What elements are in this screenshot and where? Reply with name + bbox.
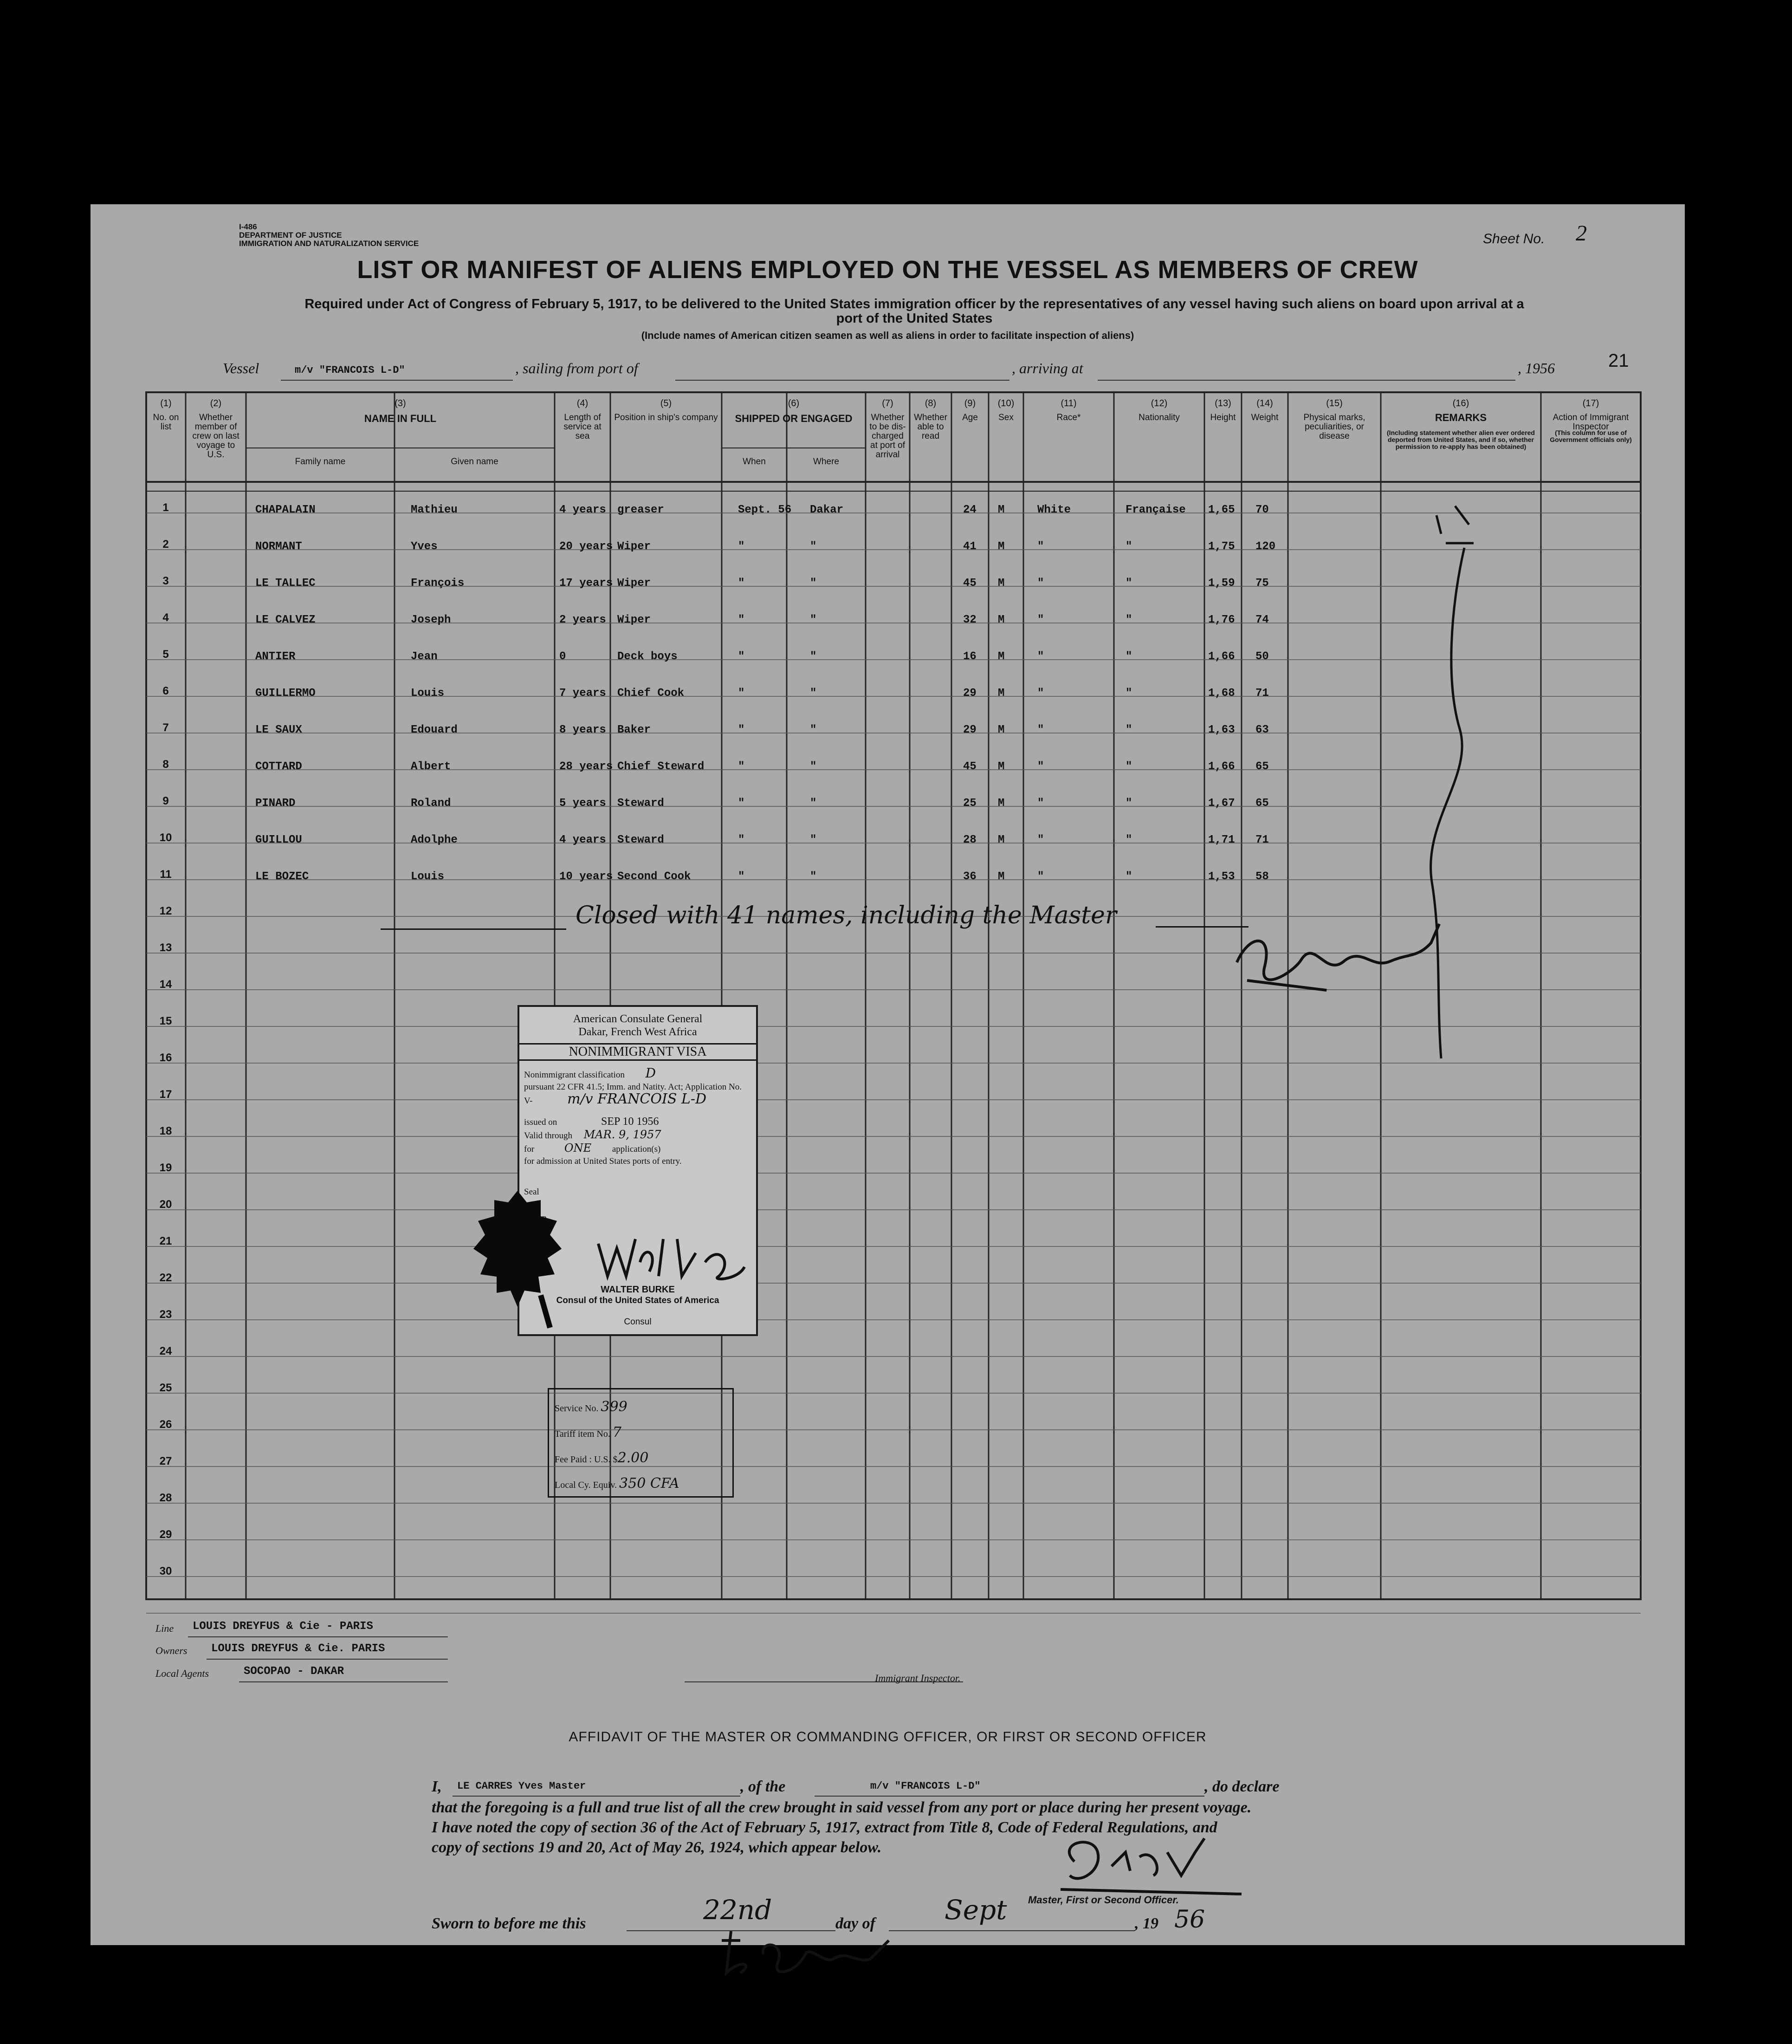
admission-text: for admission at United States ports of entry. [524,1156,682,1166]
cell-age: 36 [963,870,977,883]
cell-sex: M [998,504,1005,516]
row-number: 29 [159,1528,172,1541]
cell-where: Dakar [810,504,844,516]
cell-nationality: Française [1126,504,1186,516]
cell-service: 4 years [559,834,606,846]
column-header-c5: Position in ship's company [614,413,718,422]
cell-position: Deck boys [617,650,678,663]
cell-sex: M [998,614,1005,626]
cell-position: greaser [617,504,664,516]
row-number: 24 [159,1345,172,1357]
cell-weight: 65 [1255,760,1269,773]
agents-value: SOCOPAO - DAKAR [244,1665,344,1678]
row-number: 8 [162,758,169,771]
cell-family: GUILLERMO [255,687,316,700]
cell-race: " [1037,614,1044,626]
cell-service: 8 years [559,724,606,736]
tariff-value: 7 [612,1424,621,1441]
row-number: 15 [159,1015,172,1027]
cell-age: 41 [963,540,977,553]
agents-label: Local Agents [155,1668,209,1679]
visa-vessel-value: m/v FRANCOIS L-D [567,1091,707,1107]
cell-height: 1,66 [1208,650,1235,663]
row-number: 6 [162,685,169,697]
cell-age: 24 [963,504,977,516]
cell-weight: 71 [1255,834,1269,846]
cell-race: " [1037,797,1044,810]
cell-height: 1,59 [1208,577,1235,590]
column-header-c3: NAME IN FULL [364,413,437,424]
cell-height: 1,68 [1208,687,1235,700]
embossed-seal-icon [471,1188,564,1332]
cell-age: 29 [963,724,977,736]
cell-age: 28 [963,834,977,846]
row-number: 28 [159,1492,172,1504]
column-number: (16) [1452,398,1469,409]
row-number: 26 [159,1418,172,1431]
consul-signature [589,1225,747,1285]
cell-when: " [738,577,745,590]
tariff-label: Tariff item No. [555,1429,610,1439]
row-number: 19 [159,1162,172,1174]
cell-race: " [1037,724,1044,736]
master-signature [1047,1834,1251,1903]
immigrant-inspector-label: Immigrant Inspector. [875,1672,961,1684]
service-label: Service No. [555,1403,599,1414]
cell-service: 28 years [559,760,613,773]
cell-weight: 65 [1255,797,1269,810]
row-number: 14 [159,978,172,991]
cell-family: LE BOZEC [255,870,309,883]
column-header-c10: Sex [998,413,1014,422]
cell-height: 1,76 [1208,614,1235,626]
department-label: DEPARTMENT OF JUSTICE [239,231,342,240]
row-number: 9 [162,795,169,807]
closing-note: Closed with 41 names, including the Master [576,902,1117,929]
row-number: 2 [162,538,169,551]
owners-label: Owners [155,1645,188,1656]
column-number: (17) [1582,398,1599,409]
cell-sex: M [998,724,1005,736]
classification-label: Nonimmigrant classification [524,1070,625,1080]
column-number: (9) [964,398,976,409]
line-value: LOUIS DREYFUS & Cie - PARIS [193,1620,373,1633]
column-subheader-c3a: Family name [295,457,346,467]
column-number: (2) [210,398,222,409]
cell-nationality: " [1126,577,1132,590]
cell-position: Wiper [617,540,651,553]
cell-family: LE SAUX [255,724,302,736]
column-header-c12: Nationality [1139,413,1180,422]
affidavit-of-the: , of the [740,1778,786,1795]
cell-given: Roland [411,797,451,810]
day-of-label: day of [835,1915,875,1932]
column-header-c4: Length of service at sea [563,413,602,441]
cell-when: " [738,614,745,626]
cell-when: " [738,650,745,663]
row-number: 10 [159,831,172,844]
column-number: (7) [882,398,893,409]
fee-label: Fee Paid : U.S. $ [555,1454,618,1465]
local-label: Local Cy. Equiv. [555,1480,617,1490]
cell-nationality: " [1126,760,1132,773]
affidavit-vessel: m/v "FRANCOIS L-D" [870,1780,981,1792]
cell-family: PINARD [255,797,296,810]
column-subheader-c3b: Given name [451,457,498,467]
cell-height: 1,67 [1208,797,1235,810]
affidavit-line-4: copy of sections 19 and 20, Act of May 26, 1924, which appear below. [432,1839,882,1856]
column-header-c7: Whether to be dis-charged at port of arrival [869,413,906,460]
cell-family: LE TALLEC [255,577,316,590]
column-header-c2: Whether member of crew on last voyage to U.S. [192,413,239,460]
cell-family: LE CALVEZ [255,614,316,626]
issued-value: SEP 10 1956 [601,1116,659,1128]
column-subheader-c17: (This column for use of Government officials only) [1550,429,1632,443]
cell-age: 32 [963,614,977,626]
cell-race: " [1037,834,1044,846]
sheet-label: Sheet No. [1483,231,1545,247]
cell-sex: M [998,834,1005,846]
cell-weight: 71 [1255,687,1269,700]
valid-value: MAR. 9, 1957 [583,1128,661,1141]
cell-family: CHAPALAIN [255,504,316,516]
column-number: (3) [395,398,406,409]
cell-age: 45 [963,760,977,773]
cell-given: Mathieu [411,504,458,516]
column-header-c16: REMARKS [1435,412,1487,423]
classification-value: D [645,1065,656,1081]
cell-where: " [810,540,817,553]
cell-when: " [738,687,745,700]
cell-given: Joseph [411,614,451,626]
cell-race: " [1037,540,1044,553]
cell-where: " [810,870,817,883]
cell-service: 2 years [559,614,606,626]
affidavit-declare: , do declare [1204,1778,1280,1795]
pursuant-text: pursuant 22 CFR 41.5; Imm. and Natity. Act; Application No. [524,1082,742,1092]
vessel-value: m/v "FRANCOIS L-D" [295,364,405,376]
column-header-c11: Race* [1056,413,1081,422]
cell-where: " [810,797,817,810]
column-header-c17: Action of Immigrant Inspector [1553,413,1629,432]
cell-weight: 75 [1255,577,1269,590]
cell-age: 45 [963,577,977,590]
cell-family: ANTIER [255,650,296,663]
column-header-c15: Physical marks, peculiarities, or disease [1303,413,1365,441]
cell-nationality: " [1126,687,1132,700]
cell-nationality: " [1126,724,1132,736]
cell-where: " [810,614,817,626]
row-number: 23 [159,1308,172,1321]
cell-age: 29 [963,687,977,700]
local-value: 350 CFA [619,1475,679,1492]
cell-sex: M [998,760,1005,773]
cell-where: " [810,687,817,700]
sheet-number: 2 [1576,221,1587,246]
year-value: 56 [1174,1906,1205,1934]
cell-service: 17 years [559,577,613,590]
column-number: (8) [925,398,937,409]
row-number: 4 [162,611,169,624]
cell-service: 5 years [559,797,606,810]
row-number: 1 [162,501,169,514]
cell-height: 1,65 [1208,504,1235,516]
subtitle-line-1: Required under Act of Congress of February 5, 1917, to be delivered to the United States immigration officer by the representatives of any vessel having such aliens on board upon arrival at a [304,297,1524,311]
cell-race: " [1037,870,1044,883]
cell-when: " [738,834,745,846]
cell-position: Steward [617,834,664,846]
cell-sex: M [998,650,1005,663]
column-header-c6: SHIPPED OR ENGAGED [735,413,853,424]
manifest-sheet [91,204,1685,1945]
cell-age: 25 [963,797,977,810]
column-header-c1: No. on list [153,413,179,432]
column-header-c13: Height [1210,413,1236,422]
seal-label: Seal [524,1187,539,1197]
column-subheader-c16: (Including statement whether alien ever ordered deported from United States, and if so, whether permission to re-apply has been obtained) [1387,429,1535,450]
remarks-bracket-mark [1390,497,1529,1077]
column-subheader-c6b: Where [813,457,839,467]
cell-given: François [411,577,465,590]
row-number: 21 [159,1235,172,1247]
row-number: 5 [162,648,169,661]
row-number: 22 [159,1272,172,1284]
page-number: 21 [1608,350,1629,371]
sailing-label: , sailing from port of [515,360,638,376]
service-label: IMMIGRATION AND NATURALIZATION SERVICE [239,239,419,248]
cell-service: 0 [559,650,566,663]
year-label: , 1956 [1518,360,1555,376]
cell-service: 7 years [559,687,606,700]
consul-name: WALTER BURKE [601,1285,675,1295]
cell-sex: M [998,540,1005,553]
row-number: 27 [159,1455,172,1467]
cell-when: " [738,540,745,553]
cell-nationality: " [1126,650,1132,663]
cell-given: Albert [411,760,451,773]
column-header-c9: Age [962,413,978,422]
issued-label: issued on [524,1117,557,1127]
subtitle-line-2: port of the United States [836,311,993,326]
cell-position: Steward [617,797,664,810]
form-number: I-486 [239,222,257,231]
notary-signature [712,1922,907,1982]
consul-label: Consul [624,1317,652,1327]
consulate-line-1: American Consulate General [573,1013,703,1025]
cell-given: Louis [411,687,445,700]
column-subheader-c6a: When [743,457,766,467]
cell-height: 1,53 [1208,870,1235,883]
vessel-label: Vessel [223,360,259,376]
owners-value: LOUIS DREYFUS & Cie. PARIS [211,1642,385,1655]
subtitle-note: (Include names of American citizen seamen as well as aliens in order to facilitate inspection of aliens) [641,330,1134,341]
row-number: 7 [162,721,169,734]
column-header-c14: Weight [1251,413,1279,422]
cell-given: Jean [411,650,438,663]
cell-sex: M [998,797,1005,810]
cell-family: GUILLOU [255,834,302,846]
column-header-c8: Whether able to read [914,413,947,441]
for-label: for [524,1144,535,1154]
column-number: (5) [660,398,672,409]
v-label: V- [524,1096,533,1106]
cell-nationality: " [1126,797,1132,810]
cell-when: " [738,724,745,736]
year-label-19: , 19 [1135,1915,1158,1932]
cell-height: 1,71 [1208,834,1235,846]
cell-given: Louis [411,870,445,883]
column-number: (14) [1256,398,1273,409]
cell-nationality: " [1126,614,1132,626]
affidavit-heading: AFFIDAVIT OF THE MASTER OR COMMANDING OFFICER, OR FIRST OR SECOND OFFICER [569,1729,1207,1745]
column-number: (15) [1326,398,1343,409]
column-number: (6) [788,398,800,409]
row-number: 17 [159,1088,172,1101]
visa-type: NONIMMIGRANT VISA [519,1043,756,1061]
cell-where: " [810,650,817,663]
row-number: 25 [159,1382,172,1394]
consul-title: Consul of the United States of America [556,1296,719,1305]
page-title: LIST OR MANIFEST OF ALIENS EMPLOYED ON THE VESSEL AS MEMBERS OF CREW [357,256,1418,284]
affidavit-line-3: I have noted the copy of section 36 of the Act of February 5, 1917, extract from Title 8, Code of Federal Regulations, and [432,1819,1217,1836]
row-number: 18 [159,1125,172,1137]
row-number: 11 [160,868,172,881]
row-number: 12 [159,905,172,917]
cell-position: Second Cook [617,870,691,883]
sworn-label: Sworn to before me this [432,1915,586,1932]
fee-value: 2.00 [617,1450,649,1466]
cell-sex: M [998,687,1005,700]
consulate-line-2: Dakar, French West Africa [578,1026,697,1038]
cell-sex: M [998,870,1005,883]
row-number: 20 [159,1198,172,1211]
cell-given: Yves [411,540,438,553]
cell-race: White [1037,504,1071,516]
affidavit-i-label: I, [432,1778,442,1795]
cell-weight: 63 [1255,724,1269,736]
cell-position: Baker [617,724,651,736]
cell-race: " [1037,687,1044,700]
cell-position: Chief Steward [617,760,705,773]
cell-age: 16 [963,650,977,663]
cell-when: " [738,797,745,810]
cell-where: " [810,760,817,773]
column-number: (13) [1215,398,1231,409]
column-number: (11) [1061,398,1077,409]
cell-race: " [1037,650,1044,663]
cell-weight: 74 [1255,614,1269,626]
column-number: (4) [576,398,589,409]
column-number: (12) [1151,398,1168,409]
cell-service: 10 years [559,870,613,883]
row-number: 30 [159,1565,172,1577]
cell-where: " [810,724,817,736]
cell-where: " [810,577,817,590]
valid-label: Valid through [524,1131,572,1141]
cell-height: 1,75 [1208,540,1235,553]
column-number: (1) [160,398,172,409]
cell-service: 4 years [559,504,606,516]
cell-race: " [1037,577,1044,590]
consulate-name [519,1012,756,1038]
for-value: ONE [564,1142,592,1155]
affidavit-line-2: that the foregoing is a full and true list of all the crew brought in said vessel from any port or place during her present voyage. [432,1799,1252,1816]
fee-details [555,1395,729,1497]
cell-weight: 50 [1255,650,1269,663]
column-number: (10) [997,398,1015,409]
cell-family: COTTARD [255,760,302,773]
row-number: 16 [159,1051,172,1064]
cell-height: 1,63 [1208,724,1235,736]
cell-when: " [738,870,745,883]
master-signature-label: Master, First or Second Officer. [1028,1894,1179,1906]
cell-height: 1,66 [1208,760,1235,773]
cell-nationality: " [1126,834,1132,846]
cell-given: Edouard [411,724,458,736]
cell-position: Wiper [617,577,651,590]
cell-when: Sept. 56 [738,504,792,516]
cell-race: " [1037,760,1044,773]
master-name: LE CARRES Yves Master [457,1780,586,1792]
row-number: 13 [159,941,172,954]
service-value: 399 [601,1399,628,1415]
cell-family: NORMANT [255,540,302,553]
fee-stamp [548,1388,734,1498]
cell-position: Chief Cook [617,687,685,700]
cell-service: 20 years [559,540,613,553]
cell-weight: 58 [1255,870,1269,883]
cell-given: Adolphe [411,834,458,846]
cell-nationality: " [1126,870,1132,883]
application-label: application(s) [612,1144,661,1154]
cell-when: " [738,760,745,773]
cell-weight: 120 [1255,540,1276,553]
arriving-label: , arriving at [1012,360,1083,376]
cell-position: Wiper [617,614,651,626]
cell-nationality: " [1126,540,1132,553]
month-value: Sept [945,1894,1007,1926]
line-label: Line [155,1622,174,1634]
cell-sex: M [998,577,1005,590]
row-number: 3 [162,575,169,587]
cell-weight: 70 [1255,504,1269,516]
cell-where: " [810,834,817,846]
day-value: 22nd [703,1894,772,1926]
